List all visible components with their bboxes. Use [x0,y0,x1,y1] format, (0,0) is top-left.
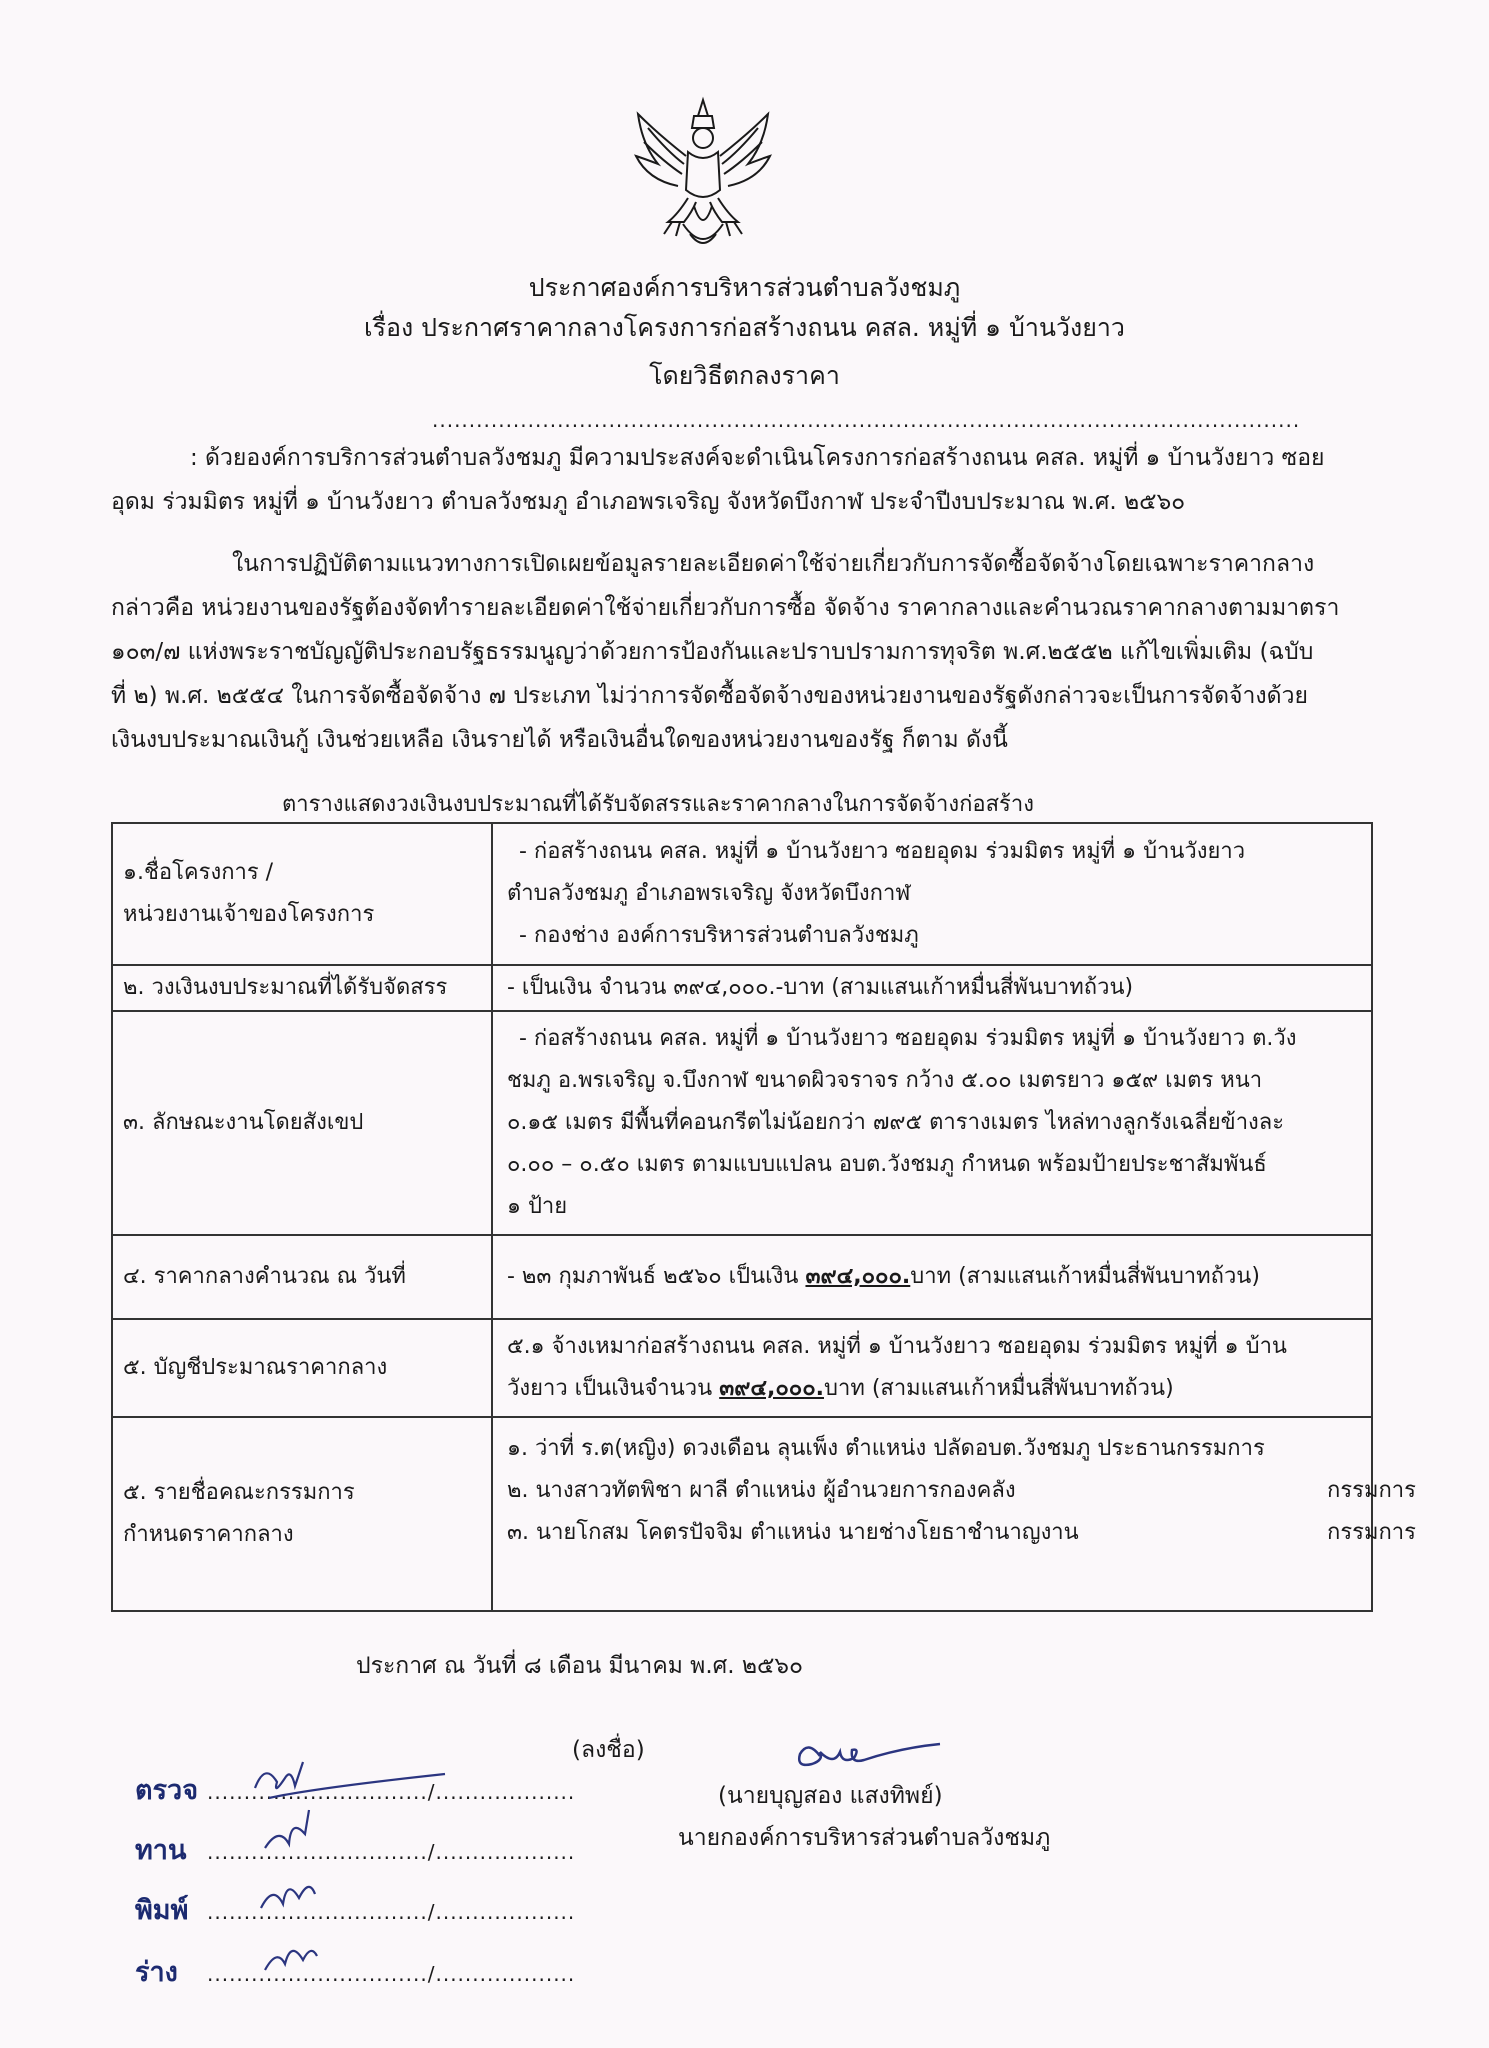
row-value-scope [492,1011,1372,1235]
table-caption: ตารางแสดงวงเงินงบประมาณที่ได้รับจัดสรรและราคากลางในการจัดจ้างก่อสร้าง [282,792,1034,817]
member-role: กรรมการ [1327,1520,1416,1545]
announcement-agency-line: ประกาศองค์การบริหารส่วนตำบลวังชมภู [528,273,961,302]
row-value-line [507,1256,1361,1298]
dots: .............................. [207,1840,428,1864]
row-label-estimate: ๕. บัญชีประมาณราคากลาง [112,1319,492,1417]
table-row-project [112,823,1372,965]
announcement-date: ประกาศ ณ วันที่ ๘ เดือน มีนาคม พ.ศ. ๒๕๖๐ [356,1653,804,1679]
announcement-method-line: โดยวิธีตกลงราคา [649,361,840,390]
dots: ................... [435,1900,576,1924]
table-row-budget [112,965,1372,1011]
row-value-budget [492,965,1372,1011]
signer-title: นายกองค์การบริหารส่วนตำบลวังชมภู [678,1825,1051,1851]
garuda-emblem-icon [628,94,778,260]
row-label-committee [112,1417,492,1611]
member-role: กรรมการ [1327,1478,1416,1503]
dots: ................... [435,1780,576,1804]
row-value-estimate [492,1319,1372,1417]
dots: ................... [435,1962,576,1986]
row-label-scope: ๓. ลักษณะงานโดยสังเขป [112,1011,492,1235]
paragraph-2-line-3: ๑๐๓/๗ แห่งพระราชบัญญัติประกอบรัฐธรรมนูญว่าด้วยการป้องกันและปราบปรามการทุจริต พ.ศ.๒๕๕๒ แก้ไขเพิ่มเติม (ฉบับ [111,639,1314,665]
row-value-line: ๐.๐๐ – ๐.๕๐ เมตร ตามแบบแปลน อบต.วังชมภู กำหนด พร้อมป้ายประชาสัมพันธ์ [507,1152,1267,1177]
stamp-label-check: ตรวจ [135,1775,199,1806]
value-amount: ๓๙๔,๐๐๐. [719,1376,824,1401]
row-value-line: ตำบลวังชมภู อำเภอพรเจริญ จังหวัดบึงกาฬ [507,881,911,906]
member-name: ๒. นางสาวทัตพิชา ผาลี ตำแหน่ง ผู้อำนวยการกองคลัง [507,1478,1016,1503]
stamp-label-typed: พิมพ์ [135,1895,189,1926]
value-text: วังยาว เป็นเงินจำนวน [507,1376,720,1401]
slash: / [427,1840,436,1864]
paragraph-1-line-1: : ด้วยองค์การบริการส่วนตำบลวังชมภู มีความประสงค์จะดำเนินโครงการก่อสร้างถนน คสล. หมู่ที่ ๑ บ้านวังยาว ซอย [190,445,1325,471]
table-row-scope [112,1011,1372,1235]
row-label-budget: ๒. วงเงินงบประมาณที่ได้รับจัดสรร [112,965,492,1011]
row-label-line: กำหนดราคากลาง [123,1522,294,1547]
slash: / [427,1962,436,1986]
value-text: บาท (สามแสนเก้าหมื่นสี่พันบาทถ้วน) [910,1264,1260,1289]
table-row-estimate [112,1319,1372,1417]
signer-name: (นายบุญสอง แสงทิพย์) [718,1783,943,1809]
committee-member: ๑. ว่าที่ ร.ต(หญิง) ดวงเดือน ลุนเพ็ง ตำแหน่ง ปลัดอบต.วังชมภู ประธานกรรมการ [507,1436,1265,1461]
member-name: ๓. นายโกสม โคตรปัจจิม ตำแหน่ง นายช่างโยธาชำนาญงาน [507,1520,1079,1545]
stamp-label-draft: ร่าง [135,1957,178,1988]
dots: .............................. [207,1780,428,1804]
row-value-line: - ก่อสร้างถนน คสล. หมู่ที่ ๑ บ้านวังยาว ซอยอุดม ร่วมมิตร หมู่ที่ ๑ บ้านวังยาว ต.วัง [519,1026,1297,1051]
row-value-median-price [492,1235,1372,1319]
value-text: บาท (สามแสนเก้าหมื่นสี่พันบาทถ้วน) [824,1376,1174,1401]
row-value-line: - ก่อสร้างถนน คสล. หมู่ที่ ๑ บ้านวังยาว ซอยอุดม ร่วมมิตร หมู่ที่ ๑ บ้านวังยาว [519,839,1246,864]
row-label-line: ๑.ชื่อโครงการ / [123,860,274,885]
paragraph-2-line-4: ที่ ๒) พ.ศ. ๒๕๕๔ ในการจัดซื้อจัดจ้าง ๗ ประเภท ไม่ว่าการจัดซื้อจัดจ้างของหน่วยงานของรัฐดังกล่าวจะเป็นการจัดจ้างด้วย [111,683,1308,709]
row-value-committee [492,1417,1416,1611]
stamp-label-proofread: ทาน [135,1835,187,1866]
row-label-line: ๕. รายชื่อคณะกรรมการ [123,1480,355,1505]
committee-member [507,1512,1416,1554]
paragraph-2-line-2: กล่าวคือ หน่วยงานของรัฐต้องจัดทำรายละเอียดค่าใช้จ่ายเกี่ยวกับการซื้อ จัดจ้าง ราคากลางและคำนวณราคากลางตามมาตรา [111,595,1340,621]
announcement-subject-line: เรื่อง ประกาศราคากลางโครงการก่อสร้างถนน คสล. หมู่ที่ ๑ บ้านวังยาว [364,313,1125,342]
slash: / [427,1900,436,1924]
row-value-line: ๑ ป้าย [507,1194,568,1219]
row-label-line: หน่วยงานเจ้าของโครงการ [123,902,375,927]
value-text: - ๒๓ กุมภาพันธ์ ๒๕๖๐ เป็นเงิน [507,1264,806,1289]
dots: ................... [435,1840,576,1864]
dots: .............................. [207,1900,428,1924]
row-value-line: - กองช่าง องค์การบริหารส่วนตำบลวังชมภู [519,923,919,948]
review-stamp [135,1768,576,1998]
table-row-committee [112,1417,1372,1611]
paragraph-2-line-5: เงินงบประมาณเงินกู้ เงินช่วยเหลือ เงินรายได้ หรือเงินอื่นใดของหน่วยงานของรัฐ ก็ตาม ดังนี้ [111,727,1008,753]
row-value-line: - เป็นเงิน จำนวน ๓๙๔,๐๐๐.-บาท (สามแสนเก้าหมื่นสี่พันบาทถ้วน) [507,975,1134,1000]
value-amount: ๓๙๔,๐๐๐. [805,1264,911,1289]
row-value-project [492,823,1372,965]
table-row-median-price [112,1235,1372,1319]
signature-icon [790,1730,950,1778]
row-label-median-price: ๔. ราคากลางคำนวณ ณ วันที่ [112,1235,492,1319]
header-dotted-rule: ...................................................................................................................... [432,408,1301,432]
row-value-line: ๐.๑๕ เมตร มีพื้นที่คอนกรีตไม่น้อยกว่า ๗๙๕ ตารางเมตร ไหล่ทางลูกรังเฉลี่ยข้างละ [507,1110,1285,1135]
row-value-line: ชมภู อ.พรเจริญ จ.บึงกาฬ ขนาดผิวจราจร กว้าง ๕.๐๐ เมตรยาว ๑๕๙ เมตร หนา [507,1068,1263,1093]
row-value-line [507,1368,1361,1410]
sign-label: (ลงชื่อ) [572,1737,645,1763]
row-value-line: ๕.๑ จ้างเหมาก่อสร้างถนน คสล. หมู่ที่ ๑ บ้านวังยาว ซอยอุดม ร่วมมิตร หมู่ที่ ๑ บ้าน [507,1334,1287,1359]
row-label-project [112,823,492,965]
dots: .............................. [207,1962,428,1986]
initials-signature-icon [225,1748,455,1998]
committee-member [507,1470,1416,1512]
slash: / [427,1780,436,1804]
budget-table [111,822,1416,1612]
paragraph-2-line-1: ในการปฏิบัติตามแนวทางการเปิดเผยข้อมูลรายละเอียดค่าใช้จ่ายเกี่ยวกับการจัดซื้อจัดจ้างโดยเฉพาะราคากลาง [232,551,1315,577]
paragraph-1-line-2: อุดม ร่วมมิตร หมู่ที่ ๑ บ้านวังยาว ตำบลวังชมภู อำเภอพรเจริญ จังหวัดบึงกาฬ ประจำปีงบประมาณ พ.ศ. ๒๕๖๐ [111,489,1186,515]
